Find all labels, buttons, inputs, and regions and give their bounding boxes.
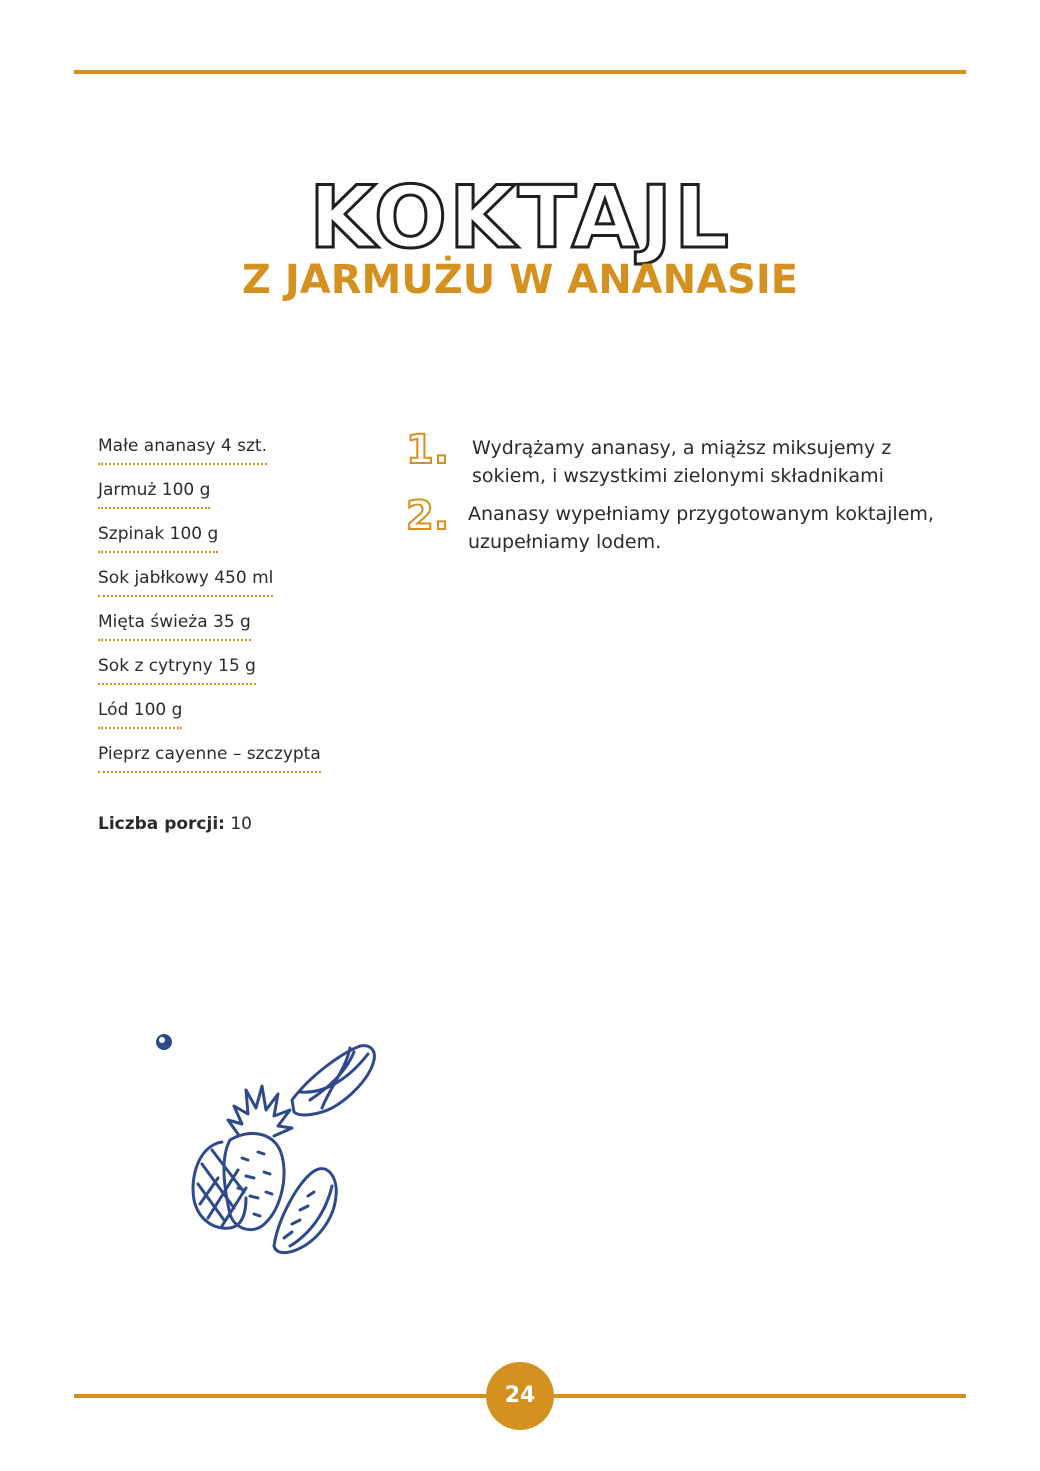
servings-value: 10 [230, 814, 252, 834]
recipe-subtitle: Z JARMUŻU W ANANASIE [241, 257, 799, 303]
step-text: Wydrążamy ananasy, a miąższ miksujemy z sokiem, i wszystkimi zielonymi składnikami [472, 437, 892, 487]
ingredient-item: Lód 100 g [98, 698, 182, 729]
servings [98, 812, 252, 836]
servings-label: Liczba porcji: [98, 814, 225, 834]
page-number-badge: 24 [486, 1362, 554, 1430]
step-text: Ananasy wypełniamy przygotowanym koktajlem, uzupełniamy lodem. [468, 503, 934, 553]
ingredient-item: Jarmuż 100 g [98, 478, 210, 509]
step-number: 2. [406, 493, 450, 539]
ingredient-item: Sok z cytryny 15 g [98, 654, 256, 685]
pineapple-illustration-icon [150, 1028, 390, 1268]
ingredient-item: Szpinak 100 g [98, 522, 218, 553]
ingredient-item: Mięta świeża 35 g [98, 610, 251, 641]
ingredient-item: Pieprz cayenne – szczypta [98, 742, 321, 773]
recipe-title: KOKTAJL [309, 168, 731, 268]
ingredient-item: Sok jabłkowy 450 ml [98, 566, 273, 597]
ingredients-list [98, 434, 321, 786]
top-divider [74, 70, 966, 74]
ingredient-item: Małe ananasy 4 szt. [98, 434, 267, 465]
step-number: 1. [406, 427, 450, 473]
